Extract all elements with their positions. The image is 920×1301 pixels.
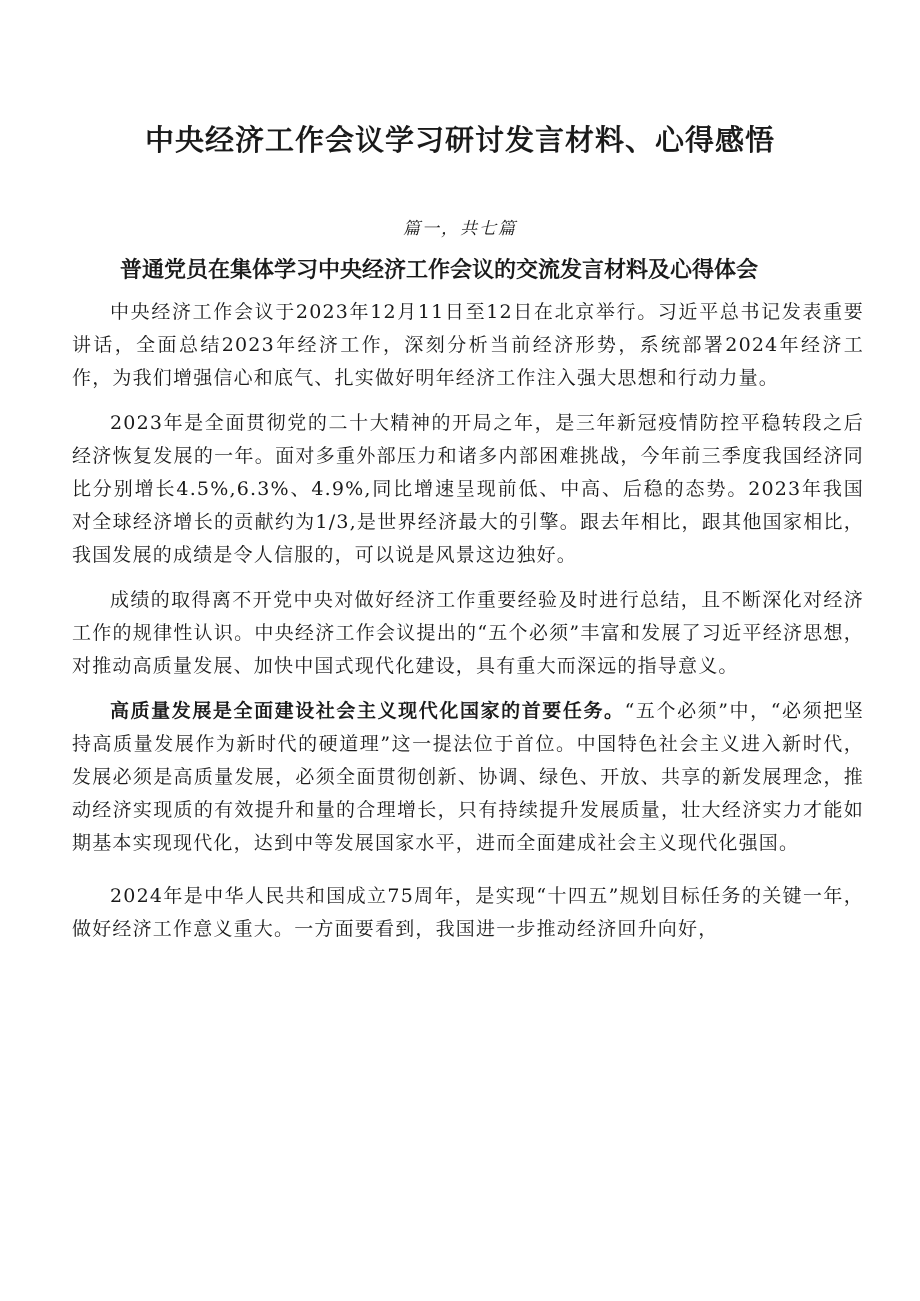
paragraph-4-rest: “五个必须”中，“必须把坚持高质量发展作为新时代的硬道理”这一提法位于首位。中国特色社会主义进入新时代，发展必须是高质量发展，必须全面贯彻创新、协调、绿色、开放、共享的新发展理念，推动经济实现质的有效提升和量的合理增长，只有持续提升发展质量，壮大经济实力才能如期基本实现现代化，达到中等发展国家水平，进而全面建成社会主义现代化强国。	[72, 700, 864, 854]
paragraph-1: 中央经济工作会议于2023年12月11日至12日在北京举行。习近平总书记发表重要讲话，全面总结2023年经济工作，深刻分析当前经济形势，系统部署2024年经济工作，为我们增强信心和底气、扎实做好明年经济工作注入强大思想和行动力量。	[72, 301, 864, 389]
paragraph-4-lead: 高质量发展是全面建设社会主义现代化国家的首要任务。	[110, 700, 625, 722]
paragraph-5: 2024年是中华人民共和国成立75周年，是实现“十四五”规划目标任务的关键一年，做好经济工作意义重大。一方面要看到，我国进一步推动经济回升向好，	[72, 885, 864, 940]
section-label: 篇一，共七篇	[403, 219, 517, 239]
document-title: 中央经济工作会议学习研讨发言材料、心得感悟	[144, 123, 775, 157]
paragraph-3: 成绩的取得离不开党中央对做好经济工作重要经验及时进行总结，且不断深化对经济工作的规律性认识。中央经济工作会议提出的“五个必须”丰富和发展了习近平经济思想，对推动高质量发展、加快中国式现代化建设，具有重大而深远的指导意义。	[72, 589, 864, 677]
paragraph-2: 2023年是全面贯彻党的二十大精神的开局之年，是三年新冠疫情防控平稳转段之后经济恢复发展的一年。面对多重外部压力和诸多内部困难挑战，今年前三季度我国经济同比分别增长4.5%,6.3%、4.9%,同比增速呈现前低、中高、后稳的态势。2023年我国对全球经济增长的贡献约为1/3,是世界经济最大的引擎。跟去年相比，跟其他国家相比，我国发展的成绩是令人信服的，可以说是风景这边独好。	[72, 412, 864, 566]
article-body	[72, 296, 864, 958]
article-subtitle: 普通党员在集体学习中央经济工作会议的交流发言材料及心得体会	[120, 258, 759, 283]
paragraph-4	[72, 695, 864, 860]
